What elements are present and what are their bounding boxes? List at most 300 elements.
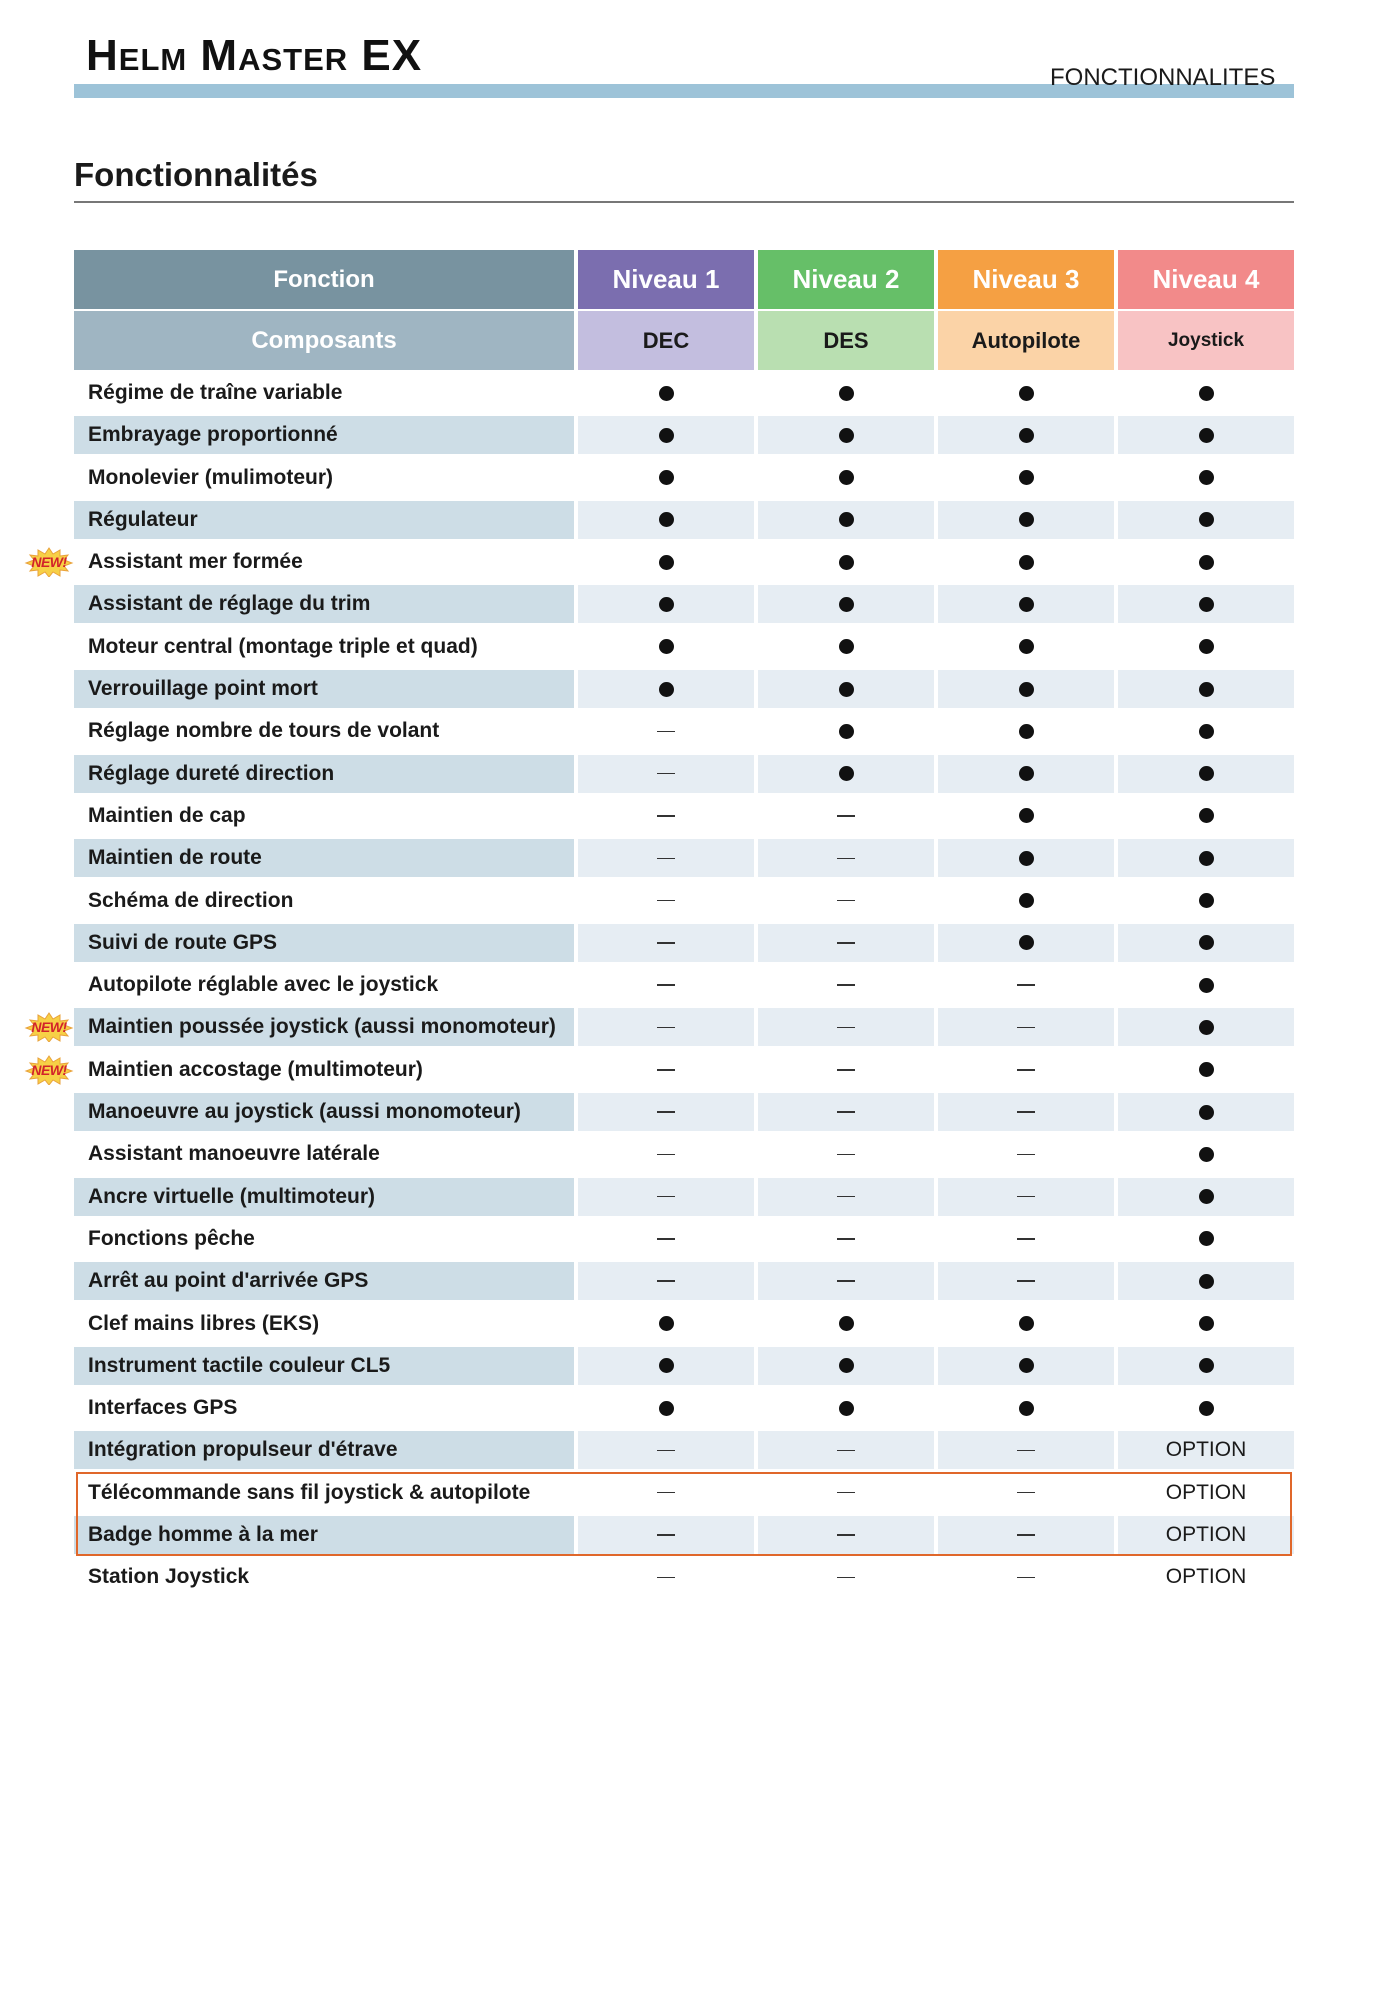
- included-cell: [758, 628, 934, 666]
- included-dot-icon: [1199, 766, 1214, 781]
- table-row: [74, 457, 1294, 499]
- included-dot-icon: [1199, 893, 1214, 908]
- not-included-cell: [758, 1516, 934, 1554]
- option-label: OPTION: [1165, 1438, 1247, 1462]
- included-cell: [1118, 374, 1294, 412]
- included-cell: [1118, 839, 1294, 877]
- option-cell: [1118, 1558, 1294, 1596]
- included-cell: [1118, 543, 1294, 581]
- table-row: [74, 710, 1294, 752]
- included-dot-icon: [1199, 1401, 1214, 1416]
- included-dot-icon: [1199, 555, 1214, 570]
- feature-name: Assistant mer formée: [88, 550, 303, 574]
- included-cell: [938, 374, 1114, 412]
- included-dot-icon: [1199, 1147, 1214, 1162]
- not-included-dash-icon: [657, 1027, 675, 1029]
- included-dot-icon: [1019, 682, 1034, 697]
- feature-name: Maintien poussée joystick (aussi monomoteur): [74, 1008, 574, 1046]
- included-dot-icon: [1199, 512, 1214, 527]
- included-dot-icon: [1019, 724, 1034, 739]
- included-cell: [1118, 1093, 1294, 1131]
- included-cell: [1118, 1051, 1294, 1089]
- included-dot-icon: [659, 428, 674, 443]
- feature-name: Maintien accostage (multimoteur): [88, 1057, 423, 1081]
- included-dot-icon: [1199, 851, 1214, 866]
- new-badge-icon: [24, 1012, 74, 1042]
- included-dot-icon: [1019, 766, 1034, 781]
- new-badge-label: NEW!: [31, 1061, 67, 1078]
- not-included-cell: [758, 924, 934, 962]
- table-row: [74, 795, 1294, 837]
- not-included-dash-icon: [1017, 1450, 1035, 1452]
- included-cell: [1118, 459, 1294, 497]
- included-cell: [938, 1347, 1114, 1385]
- included-cell: [578, 543, 754, 581]
- included-cell: [1118, 1008, 1294, 1046]
- included-dot-icon: [1199, 1358, 1214, 1373]
- not-included-dash-icon: [657, 1238, 675, 1240]
- not-included-dash-icon: [837, 1111, 855, 1113]
- included-dot-icon: [839, 470, 854, 485]
- included-cell: [758, 459, 934, 497]
- not-included-dash-icon: [837, 815, 855, 817]
- table-row: [74, 964, 1294, 1006]
- feature-name: Assistant de réglage du trim: [74, 585, 574, 623]
- included-dot-icon: [1199, 978, 1214, 993]
- not-included-cell: [578, 1516, 754, 1554]
- option-cell: [1118, 1431, 1294, 1469]
- feature-name: Instrument tactile couleur CL5: [74, 1347, 574, 1385]
- not-included-dash-icon: [657, 815, 675, 817]
- included-cell: [758, 501, 934, 539]
- table-row: [74, 499, 1294, 541]
- header-components: Composants: [74, 311, 574, 370]
- included-dot-icon: [1019, 935, 1034, 950]
- not-included-dash-icon: [657, 1450, 675, 1452]
- not-included-cell: [578, 797, 754, 835]
- included-cell: [938, 839, 1114, 877]
- table-row: [31, 541, 1294, 583]
- table-row: [74, 1387, 1294, 1429]
- table-header-components: [74, 311, 1294, 372]
- included-cell: [1118, 797, 1294, 835]
- not-included-dash-icon: [1017, 1027, 1035, 1029]
- not-included-dash-icon: [837, 1196, 855, 1198]
- included-cell: [758, 1305, 934, 1343]
- not-included-cell: [758, 797, 934, 835]
- not-included-dash-icon: [657, 1577, 675, 1579]
- included-cell: [758, 1347, 934, 1385]
- included-cell: [578, 1305, 754, 1343]
- not-included-cell: [578, 1558, 754, 1596]
- included-dot-icon: [1019, 639, 1034, 654]
- included-cell: [1118, 924, 1294, 962]
- included-dot-icon: [839, 386, 854, 401]
- included-cell: [938, 416, 1114, 454]
- included-cell: [1118, 1347, 1294, 1385]
- not-included-cell: [758, 1474, 934, 1512]
- included-cell: [938, 501, 1114, 539]
- not-included-dash-icon: [657, 1534, 675, 1536]
- included-cell: [1118, 628, 1294, 666]
- not-included-cell: [578, 1093, 754, 1131]
- not-included-cell: [578, 882, 754, 920]
- not-included-cell: [758, 1558, 934, 1596]
- included-dot-icon: [659, 682, 674, 697]
- included-dot-icon: [839, 1358, 854, 1373]
- not-included-cell: [938, 1008, 1114, 1046]
- included-cell: [938, 712, 1114, 750]
- included-dot-icon: [839, 1316, 854, 1331]
- included-dot-icon: [1019, 1401, 1034, 1416]
- option-label: OPTION: [1165, 1523, 1247, 1547]
- new-badge-label: NEW!: [31, 1019, 67, 1036]
- included-cell: [938, 882, 1114, 920]
- included-dot-icon: [659, 639, 674, 654]
- included-dot-icon: [839, 766, 854, 781]
- not-included-dash-icon: [1017, 1492, 1035, 1494]
- not-included-cell: [938, 1516, 1114, 1554]
- not-included-cell: [578, 1008, 754, 1046]
- not-included-cell: [758, 966, 934, 1004]
- feature-name: Ancre virtuelle (multimoteur): [74, 1178, 574, 1216]
- not-included-cell: [758, 1262, 934, 1300]
- feature-name: Maintien de route: [74, 839, 574, 877]
- included-dot-icon: [659, 512, 674, 527]
- included-cell: [1118, 1389, 1294, 1427]
- feature-name: Badge homme à la mer: [74, 1516, 574, 1554]
- table-row: [74, 626, 1294, 668]
- not-included-dash-icon: [657, 731, 675, 733]
- included-cell: [578, 1347, 754, 1385]
- not-included-dash-icon: [837, 1280, 855, 1282]
- not-included-cell: [758, 1178, 934, 1216]
- feature-name: Verrouillage point mort: [74, 670, 574, 708]
- not-included-dash-icon: [837, 1450, 855, 1452]
- not-included-cell: [758, 1093, 934, 1131]
- not-included-dash-icon: [837, 1154, 855, 1156]
- not-included-cell: [938, 1093, 1114, 1131]
- not-included-dash-icon: [837, 942, 855, 944]
- included-cell: [578, 585, 754, 623]
- included-dot-icon: [1019, 555, 1034, 570]
- included-dot-icon: [659, 1316, 674, 1331]
- included-dot-icon: [839, 428, 854, 443]
- not-included-cell: [758, 839, 934, 877]
- included-dot-icon: [1019, 808, 1034, 823]
- included-dot-icon: [1199, 1105, 1214, 1120]
- included-dot-icon: [1019, 893, 1034, 908]
- not-included-dash-icon: [657, 858, 675, 860]
- included-cell: [578, 416, 754, 454]
- table-row: [74, 1429, 1294, 1471]
- included-cell: [938, 797, 1114, 835]
- feature-name: Régime de traîne variable: [88, 381, 343, 404]
- included-dot-icon: [1199, 470, 1214, 485]
- not-included-cell: [578, 1178, 754, 1216]
- not-included-cell: [578, 755, 754, 793]
- table-body: [31, 372, 1294, 1599]
- not-included-dash-icon: [837, 900, 855, 902]
- included-dot-icon: [659, 1358, 674, 1373]
- included-cell: [578, 459, 754, 497]
- feature-name: Régulateur: [74, 501, 574, 539]
- feature-name: Schéma de direction: [88, 888, 294, 912]
- header-level-2: Niveau 2: [758, 250, 934, 309]
- not-included-cell: [578, 1262, 754, 1300]
- included-cell: [758, 585, 934, 623]
- table-row: [74, 1472, 1294, 1514]
- not-included-cell: [938, 1474, 1114, 1512]
- not-included-dash-icon: [657, 1111, 675, 1113]
- not-included-cell: [578, 712, 754, 750]
- included-dot-icon: [1019, 1316, 1034, 1331]
- included-dot-icon: [1199, 1231, 1214, 1246]
- included-cell: [1118, 755, 1294, 793]
- not-included-cell: [578, 966, 754, 1004]
- option-label: OPTION: [1165, 1480, 1247, 1504]
- included-cell: [1118, 1262, 1294, 1300]
- header-component-1: DEC: [578, 311, 754, 370]
- included-dot-icon: [839, 1401, 854, 1416]
- table-row: [74, 1218, 1294, 1260]
- feature-name: Assistant manoeuvre latérale: [88, 1142, 380, 1166]
- feature-name: Réglage nombre de tours de volant: [88, 719, 440, 743]
- new-badge-label: NEW!: [31, 554, 67, 571]
- feature-name: Réglage dureté direction: [74, 755, 574, 793]
- included-dot-icon: [839, 724, 854, 739]
- option-cell: [1118, 1474, 1294, 1512]
- not-included-dash-icon: [1017, 1111, 1035, 1113]
- not-included-dash-icon: [657, 984, 675, 986]
- not-included-cell: [578, 1431, 754, 1469]
- title-divider: [74, 201, 1294, 203]
- not-included-cell: [938, 1558, 1114, 1596]
- included-cell: [578, 501, 754, 539]
- not-included-dash-icon: [1017, 1280, 1035, 1282]
- included-cell: [938, 1389, 1114, 1427]
- not-included-cell: [938, 1220, 1114, 1258]
- table-row: [74, 1176, 1294, 1218]
- header-level-1: Niveau 1: [578, 250, 754, 309]
- included-cell: [578, 1389, 754, 1427]
- table-row: [74, 583, 1294, 625]
- feature-name: Arrêt au point d'arrivée GPS: [74, 1262, 574, 1300]
- table-row: [74, 880, 1294, 922]
- not-included-cell: [758, 1135, 934, 1173]
- included-cell: [938, 924, 1114, 962]
- not-included-dash-icon: [837, 984, 855, 986]
- option-label: OPTION: [1165, 1565, 1247, 1589]
- feature-name: Embrayage proportionné: [74, 416, 574, 454]
- included-cell: [578, 628, 754, 666]
- feature-name: Fonctions pêche: [88, 1226, 255, 1250]
- not-included-dash-icon: [1017, 1154, 1035, 1156]
- feature-name: Manoeuvre au joystick (aussi monomoteur): [74, 1093, 574, 1131]
- included-dot-icon: [1199, 1316, 1214, 1331]
- table-row: [74, 372, 1294, 414]
- table-row: [74, 668, 1294, 710]
- included-dot-icon: [839, 555, 854, 570]
- included-dot-icon: [1199, 1062, 1214, 1077]
- included-cell: [1118, 712, 1294, 750]
- not-included-cell: [578, 924, 754, 962]
- not-included-dash-icon: [837, 1069, 855, 1071]
- included-cell: [938, 459, 1114, 497]
- header-function: Fonction: [74, 250, 574, 309]
- included-cell: [1118, 1178, 1294, 1216]
- feature-name: Autopilote réglable avec le joystick: [88, 973, 439, 997]
- page-title: Fonctionnalités: [74, 156, 318, 193]
- included-dot-icon: [1019, 597, 1034, 612]
- included-dot-icon: [659, 470, 674, 485]
- included-dot-icon: [1199, 1274, 1214, 1289]
- included-cell: [1118, 501, 1294, 539]
- included-dot-icon: [1019, 386, 1034, 401]
- included-cell: [1118, 1220, 1294, 1258]
- included-dot-icon: [1199, 808, 1214, 823]
- not-included-dash-icon: [1017, 1534, 1035, 1536]
- feature-name: Maintien de cap: [88, 803, 246, 827]
- included-dot-icon: [1199, 724, 1214, 739]
- included-dot-icon: [839, 512, 854, 527]
- not-included-cell: [938, 1135, 1114, 1173]
- not-included-dash-icon: [657, 1280, 675, 1282]
- header-level-4: Niveau 4: [1118, 250, 1294, 309]
- not-included-dash-icon: [837, 1492, 855, 1494]
- included-cell: [758, 543, 934, 581]
- included-dot-icon: [659, 386, 674, 401]
- included-dot-icon: [1199, 935, 1214, 950]
- section-tag: FONCTIONNALITES: [1050, 64, 1276, 91]
- not-included-dash-icon: [657, 1154, 675, 1156]
- not-included-cell: [938, 1262, 1114, 1300]
- table-row: [31, 1049, 1294, 1091]
- included-dot-icon: [659, 555, 674, 570]
- included-cell: [1118, 966, 1294, 1004]
- not-included-cell: [578, 1135, 754, 1173]
- option-cell: [1118, 1516, 1294, 1554]
- included-cell: [938, 1305, 1114, 1343]
- included-dot-icon: [839, 597, 854, 612]
- included-cell: [938, 628, 1114, 666]
- included-cell: [578, 670, 754, 708]
- included-dot-icon: [1199, 597, 1214, 612]
- not-included-dash-icon: [837, 1027, 855, 1029]
- included-cell: [758, 755, 934, 793]
- included-dot-icon: [1019, 428, 1034, 443]
- included-dot-icon: [659, 1401, 674, 1416]
- header-component-3: Autopilote: [938, 311, 1114, 370]
- not-included-cell: [938, 1431, 1114, 1469]
- included-cell: [758, 374, 934, 412]
- not-included-dash-icon: [657, 900, 675, 902]
- not-included-dash-icon: [657, 1196, 675, 1198]
- table-row: [74, 1133, 1294, 1175]
- table-row: [74, 1260, 1294, 1302]
- feature-name: Intégration propulseur d'étrave: [74, 1431, 574, 1469]
- brand-title: Helm Master EX: [86, 31, 423, 80]
- features-table: [31, 250, 1294, 1599]
- table-row: [74, 1514, 1294, 1556]
- feature-name: Télécommande sans fil joystick & autopilote: [88, 1480, 531, 1504]
- included-cell: [1118, 882, 1294, 920]
- not-included-cell: [938, 1051, 1114, 1089]
- included-dot-icon: [1019, 1358, 1034, 1373]
- new-badge-icon: [24, 1055, 74, 1085]
- table-row: [74, 753, 1294, 795]
- feature-name: Clef mains libres (EKS): [88, 1311, 320, 1335]
- feature-name: Suivi de route GPS: [74, 924, 574, 962]
- included-cell: [758, 416, 934, 454]
- not-included-dash-icon: [837, 858, 855, 860]
- not-included-dash-icon: [1017, 1196, 1035, 1198]
- included-cell: [1118, 585, 1294, 623]
- not-included-cell: [758, 1051, 934, 1089]
- included-dot-icon: [1019, 512, 1034, 527]
- not-included-cell: [758, 1008, 934, 1046]
- not-included-dash-icon: [657, 773, 675, 775]
- not-included-dash-icon: [1017, 1238, 1035, 1240]
- new-badge-icon: [24, 547, 74, 577]
- included-cell: [938, 755, 1114, 793]
- included-cell: [1118, 1305, 1294, 1343]
- table-row: [74, 1556, 1294, 1598]
- included-cell: [1118, 670, 1294, 708]
- not-included-cell: [758, 1431, 934, 1469]
- not-included-dash-icon: [837, 1534, 855, 1536]
- included-cell: [938, 543, 1114, 581]
- included-cell: [758, 712, 934, 750]
- not-included-dash-icon: [657, 942, 675, 944]
- feature-name: Interfaces GPS: [88, 1396, 238, 1420]
- included-dot-icon: [659, 597, 674, 612]
- not-included-cell: [578, 1220, 754, 1258]
- included-dot-icon: [839, 639, 854, 654]
- not-included-dash-icon: [1017, 1069, 1035, 1071]
- table-row: [74, 837, 1294, 879]
- included-cell: [938, 670, 1114, 708]
- header-component-4: Joystick: [1118, 311, 1294, 370]
- table-row: [74, 414, 1294, 456]
- included-cell: [758, 670, 934, 708]
- included-dot-icon: [1019, 851, 1034, 866]
- table-header-levels: [74, 250, 1294, 311]
- header-level-3: Niveau 3: [938, 250, 1114, 309]
- included-dot-icon: [1199, 1020, 1214, 1035]
- included-dot-icon: [1199, 428, 1214, 443]
- not-included-cell: [578, 839, 754, 877]
- not-included-dash-icon: [1017, 984, 1035, 986]
- table-row: [74, 1091, 1294, 1133]
- table-row: [74, 1345, 1294, 1387]
- feature-name: Moteur central (montage triple et quad): [88, 634, 478, 658]
- included-cell: [938, 585, 1114, 623]
- not-included-cell: [938, 1178, 1114, 1216]
- not-included-cell: [578, 1474, 754, 1512]
- included-cell: [578, 374, 754, 412]
- included-dot-icon: [1199, 682, 1214, 697]
- not-included-dash-icon: [837, 1238, 855, 1240]
- included-dot-icon: [1199, 386, 1214, 401]
- included-cell: [1118, 1135, 1294, 1173]
- not-included-dash-icon: [1017, 1577, 1035, 1579]
- table-row: [31, 1006, 1294, 1048]
- included-cell: [758, 1389, 934, 1427]
- included-dot-icon: [1199, 1189, 1214, 1204]
- not-included-cell: [758, 1220, 934, 1258]
- not-included-cell: [938, 966, 1114, 1004]
